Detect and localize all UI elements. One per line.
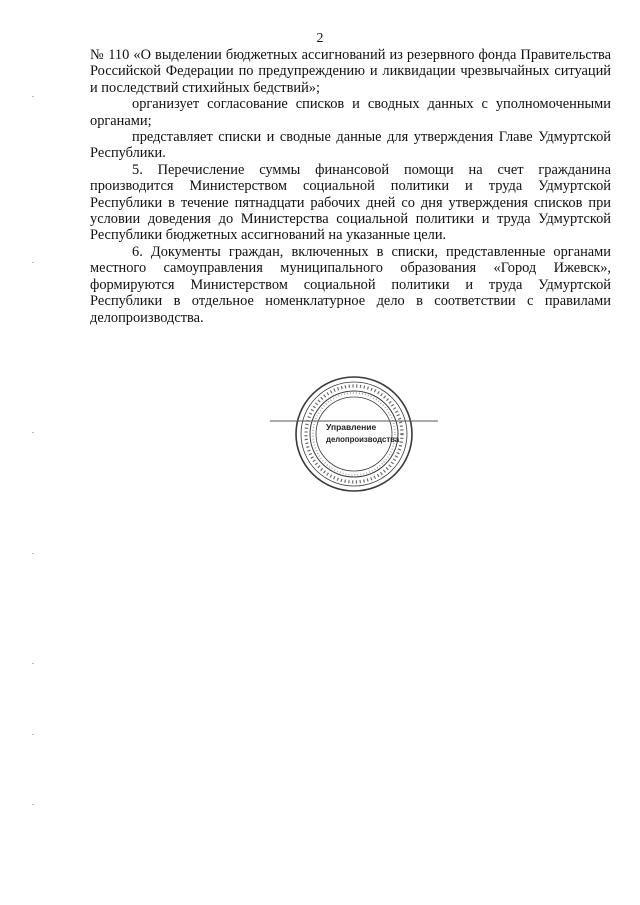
seal-text-line2: делопроизводства — [326, 435, 400, 444]
seal-core-ring — [316, 397, 392, 471]
paragraph-decree-ref: № 110 «О выделении бюджетных ассигнований из резервного фонда Правительства Российской Федерации по предупреждению и ликвидации чрезвычайных ситуаций и последствий стихийных бедствий»; — [90, 47, 611, 96]
paragraph-coordinate-lists: организует согласование списков и сводных данных с уполномоченными органами; — [90, 96, 611, 129]
paragraph-item-5: 5. Перечисление суммы финансовой помощи на счет гражданина производится Министерством социальной политики и труда Удмуртской Республики в течение пятнадцати рабочих дней со дня утверждения списков при условии доведения до Министерства социальной политики и труда Удмуртской Республики бюджетных ассигнований на указанные цели. — [90, 161, 611, 244]
seal-outer-ring — [296, 377, 412, 491]
paragraph-item-6: 6. Документы граждан, включенных в списки, представленные органами местного самоуправления муниципального образования «Город Ижевск», формируются Министерством социальной политики и труда Удмуртской Республики в отдельное номенклатурное дело в соответствии с правилами делопроизводства. — [90, 243, 611, 326]
seal-text-line1: Управление — [326, 422, 377, 432]
official-seal — [268, 372, 440, 494]
seal-middle-ring — [301, 382, 407, 486]
paragraph-submit-lists: представляет списки и сводные данные для утверждения Главе Удмуртской Республики. — [90, 129, 611, 162]
page-number: 2 — [316, 31, 324, 46]
seal-inner-ring — [310, 391, 398, 477]
document-body — [90, 47, 611, 326]
